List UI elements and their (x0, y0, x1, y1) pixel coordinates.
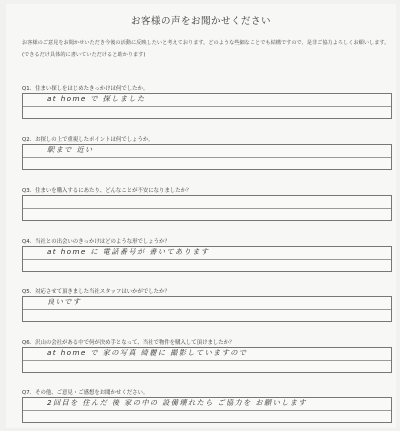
answer-2-text: 駅まで 近い (47, 145, 94, 154)
answer-box-1[interactable] (22, 93, 392, 119)
question-1-label: Q1．住まい探しをはじめたきっかけは何でしたか。 (22, 86, 149, 92)
answer-box-divider (23, 410, 391, 411)
answer-box-2[interactable] (22, 144, 392, 170)
question-5-label: Q5．対応させて頂きました当社スタッフはいかがでしたか？ (22, 289, 170, 295)
answer-box-divider (23, 157, 391, 158)
question-2-label: Q2．お探しの上で重視したポイントは何でしょうか。 (22, 137, 154, 143)
question-6-label: Q6．沢山の会社がある中で何が決め手となって、当社で物件を購入して頂けましたか？ (22, 340, 235, 346)
answer-6-text: at home で 家の写真 綺麗に 撮影していますので (47, 348, 248, 357)
answer-box-5[interactable] (22, 296, 392, 322)
answer-box-divider (23, 309, 391, 310)
survey-sheet (6, 4, 396, 428)
answer-box-7[interactable] (22, 397, 392, 423)
survey-intro: お客様のご意見をお聞かせいただき今後の活動に反映したいと考えております。どのような些細なことでも結構ですので、是非ご協力よろしくお願いします。(できるだけ具体的に書いていただけると助かります) (22, 40, 390, 58)
survey-title: お客様の声をお聞かせください (130, 16, 271, 27)
answer-box-4[interactable] (22, 246, 392, 272)
question-3-label: Q3．住まいを購入するにあたり、どんなことが不安になりましたか？ (22, 188, 192, 194)
answer-box-divider (23, 360, 391, 361)
answer-box-6[interactable] (22, 347, 392, 373)
answer-7-text: 2回目を 住んだ 後 家の中の 設備壊れたら ご協力を お願いします (47, 398, 307, 407)
answer-box-3[interactable] (22, 195, 392, 221)
answer-box-divider (23, 106, 391, 107)
answer-5-text: 良いです (47, 297, 82, 306)
answer-4-text: at home に 電話番号が 書いてあります (47, 247, 210, 256)
question-4-label: Q4．当社との出会いのきっかけはどのような形でしょうか？ (22, 239, 170, 245)
answer-1-text: at home で 探しました (47, 94, 146, 103)
answer-box-divider (23, 259, 391, 260)
question-7-label: Q7．その他、ご意見・ご感想をお聞かせください。 (22, 390, 149, 396)
answer-box-divider (23, 208, 391, 209)
